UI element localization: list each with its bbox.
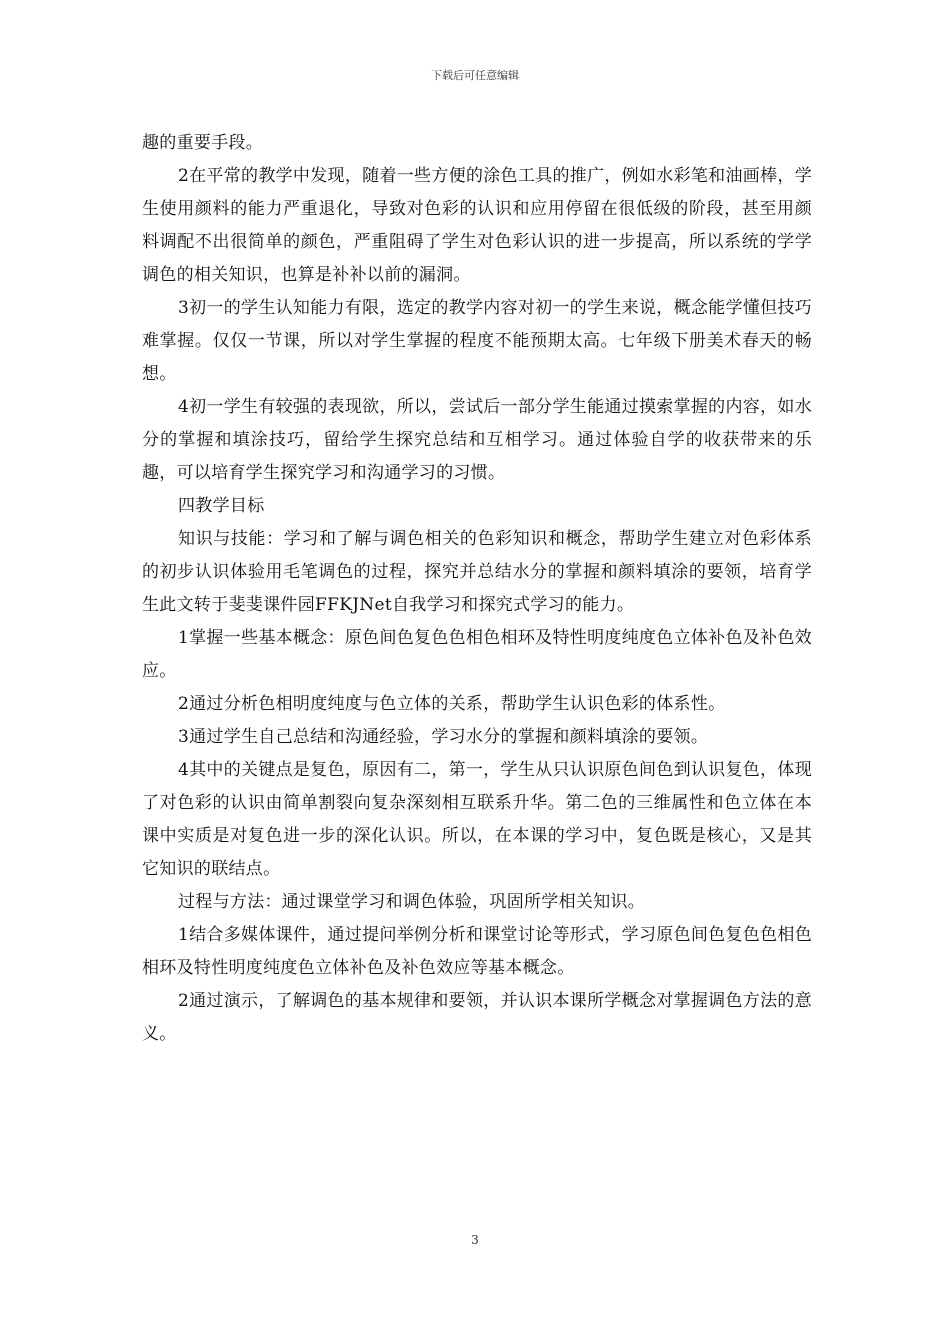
paragraph: 4初一学生有较强的表现欲，所以，尝试后一部分学生能通过摸索掌握的内容，如水分的掌握和填涂技巧，留给学生探究总结和互相学习。通过体验自学的收获带来的乐趣，可以培育学生探究学习和沟通学习的习惯。 [142, 397, 812, 483]
paragraph: 3初一的学生认知能力有限，选定的教学内容对初一的学生来说，概念能学懂但技巧难掌握。仅仅一节课，所以对学生掌握的程度不能预期太高。七年级下册美术春天的畅想。 [142, 298, 812, 384]
body-text [142, 127, 812, 1051]
paragraph: 2在平常的教学中发现，随着一些方便的涂色工具的推广，例如水彩笔和油画棒，学生使用颜料的能力严重退化，导致对色彩的认识和应用停留在很低级的阶段，甚至用颜料调配不出很简单的颜色，严重阻碍了学生对色彩认识的进一步提高，所以系统的学学调色的相关知识，也算是补补以前的漏洞。 [142, 166, 812, 285]
list-item: 2通过分析色相明度纯度与色立体的关系，帮助学生认识色彩的体系性。 [178, 694, 726, 714]
list-item: 1结合多媒体课件，通过提问举例分析和课堂讨论等形式，学习原色间色复色色相色相环及特性明度纯度色立体补色及补色效应等基本概念。 [142, 925, 812, 978]
page-header: 下载后可任意编辑 [431, 69, 519, 82]
page-number: 3 [471, 1233, 479, 1247]
list-item: 4其中的关键点是复色，原因有二，第一，学生从只认识原色间色到认识复色，体现了对色彩的认识由简单割裂向复杂深刻相互联系升华。第二色的三维属性和色立体在本课中实质是对复色进一步的深化认识。所以，在本课的学习中，复色既是核心，又是其它知识的联结点。 [142, 760, 812, 879]
list-item: 3通过学生自己总结和沟通经验，学习水分的掌握和颜料填涂的要领。 [178, 727, 709, 747]
list-item: 2通过演示，了解调色的基本规律和要领，并认识本课所学概念对掌握调色方法的意义。 [142, 991, 812, 1044]
paragraph: 趣的重要手段。 [142, 133, 264, 153]
paragraph: 知识与技能：学习和了解与调色相关的色彩知识和概念，帮助学生建立对色彩体系的初步认识体验用毛笔调色的过程，探究并总结水分的掌握和颜料填涂的要领，培育学生此文转于斐斐课件园FFKJNet自我学习和探究式学习的能力。 [142, 529, 812, 615]
paragraph: 过程与方法：通过课堂学习和调色体验，巩固所学相关知识。 [178, 892, 646, 912]
section-heading: 四教学目标 [178, 496, 265, 516]
list-item: 1掌握一些基本概念：原色间色复色色相色相环及特性明度纯度色立体补色及补色效应。 [142, 628, 812, 681]
